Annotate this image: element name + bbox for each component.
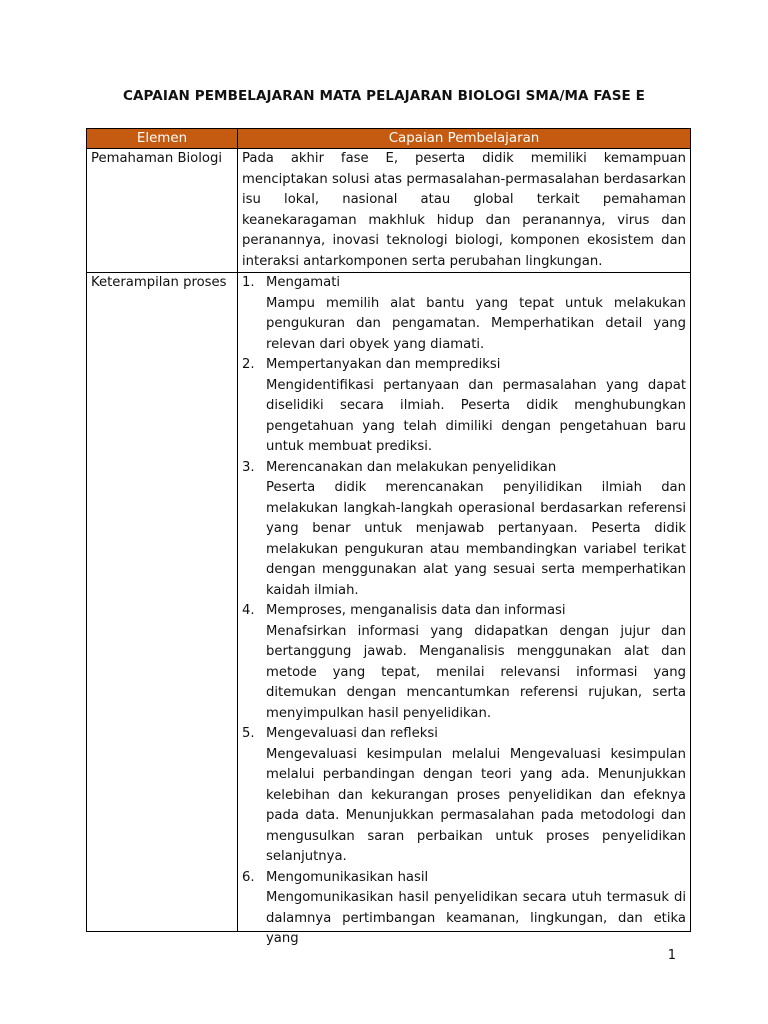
- list-item: [242, 724, 686, 868]
- item-title: Mengamati: [266, 275, 341, 290]
- item-description: Mengevaluasi kesimpulan melalui Mengevaluasi kesimpulan melalui perbandingan dengan teori yang ada. Menunjukkan kelebihan dan kekurangan proses penyelidikan dan efeknya pada data. Menunjukkan permasalahan pada metodologi dan mengusulkan saran perbaikan untuk proses penyelidikan selanjutnya.: [266, 746, 686, 864]
- item-description: Mampu memilih alat bantu yang tepat untuk melakukan pengukuran dan pengamatan. Memperhatikan detail yang relevan dari obyek yang diamati.: [266, 295, 686, 352]
- header-capaian: Capaian Pembelajaran: [238, 129, 691, 149]
- item-description: Peserta didik merencanakan penyilidikan ilmiah dan melakukan langkah-langkah operasional berdasarkan referensi yang benar untuk menjawab pertanyaan. Peserta didik melakukan pengukuran atau membandingkan variabel terikat dengan menggunakan alat yang sesuai serta memperhatikan kaidah ilmiah.: [266, 480, 686, 598]
- capaian-keterampilan-proses: [238, 273, 691, 946]
- item-description: Mengomunikasikan hasil penyelidikan secara utuh termasuk di dalamnya pertimbangan keamanan, lingkungan, dan etika yang: [266, 890, 686, 946]
- table-row: [87, 273, 691, 932]
- item-number: 1.: [242, 275, 255, 290]
- capaian-table: [86, 128, 691, 946]
- table-header-row: [87, 129, 691, 149]
- proses-list: [242, 273, 686, 950]
- item-title: Memproses, menganalisis data dan informasi: [266, 603, 566, 618]
- list-item: [242, 273, 686, 355]
- header-elemen: Elemen: [87, 129, 238, 149]
- item-description: Menafsirkan informasi yang didapatkan dengan jujur dan bertanggung jawab. Menganalisis menggunakan alat dan metode yang tepat, menilai relevansi informasi yang ditemukan dengan mencantumkan referensi rujukan, serta menyimpulkan hasil penyelidikan.: [266, 623, 686, 721]
- item-number: 3.: [242, 459, 255, 475]
- page-number: 1: [667, 948, 676, 963]
- item-number: 2.: [242, 357, 255, 372]
- item-title: Mempertanyakan dan memprediksi: [266, 357, 501, 372]
- list-item: [242, 355, 686, 458]
- elemen-keterampilan-proses: Keterampilan proses: [87, 273, 238, 932]
- list-item: [242, 458, 686, 602]
- item-title: Merencanakan dan melakukan penyelidikan: [266, 459, 557, 475]
- list-item: [242, 868, 686, 950]
- list-item: [242, 601, 686, 724]
- elemen-pemahaman-biologi: Pemahaman Biologi: [87, 149, 238, 273]
- table-row: [87, 149, 691, 273]
- item-title: Mengomunikasikan hasil: [266, 869, 429, 885]
- item-title: Mengevaluasi dan refleksi: [266, 726, 438, 741]
- page-title: CAPAIAN PEMBELAJARAN MATA PELAJARAN BIOLOGI SMA/MA FASE E: [123, 88, 645, 104]
- capaian-pemahaman-biologi: Pada akhir fase E, peserta didik memiliki kemampuan menciptakan solusi atas permasalahan-permasalahan berdasarkan isu lokal, nasional atau global terkait pemahaman keanekaragaman makhluk hidup dan peranannya, virus dan peranannya, inovasi teknologi biologi, komponen ekosistem dan interaksi antarkomponen serta perubahan lingkungan.: [238, 149, 691, 273]
- item-number: 4.: [242, 603, 255, 618]
- item-number: 6.: [242, 869, 255, 885]
- item-description: Mengidentifikasi pertanyaan dan permasalahan yang dapat diselidiki secara ilmiah. Peserta didik menghubungkan pengetahuan yang telah dimiliki dengan pengetahuan baru untuk membuat prediksi.: [266, 377, 686, 454]
- item-number: 5.: [242, 726, 255, 741]
